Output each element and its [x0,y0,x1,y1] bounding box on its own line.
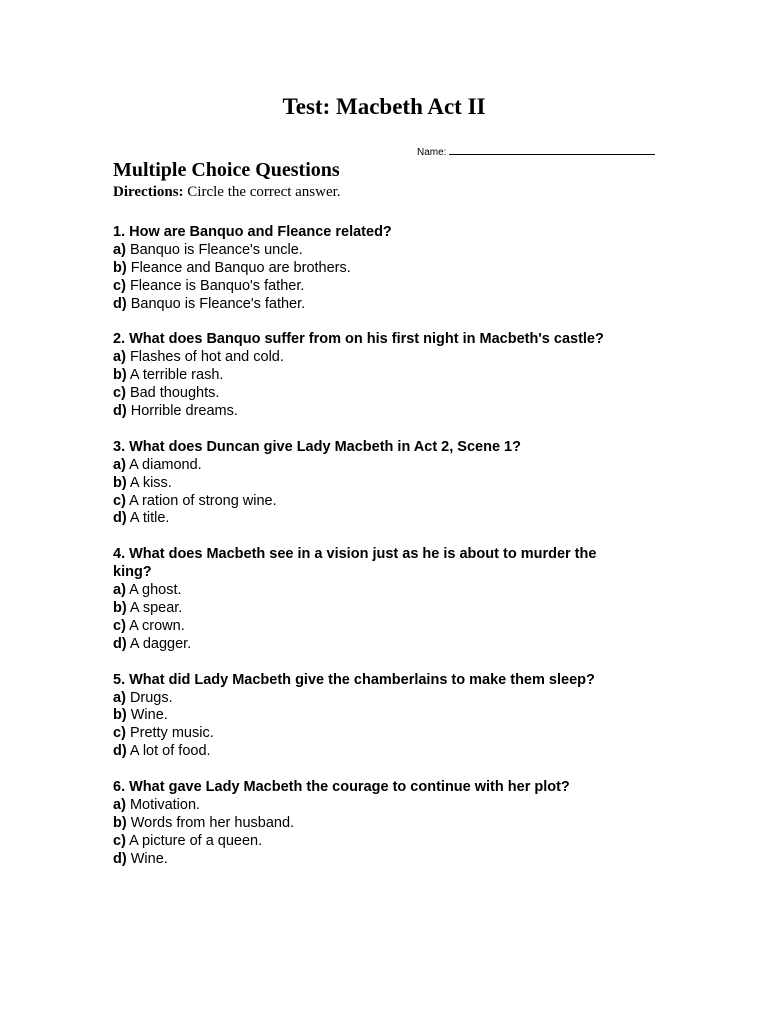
option-letter: d) [113,403,127,420]
option-letter: b) [113,599,127,616]
option-text: Wine. [130,850,168,867]
answer-option[interactable] [113,475,633,493]
option-letter: d) [113,635,127,652]
option-text: A kiss. [129,474,172,491]
option-letter: b) [113,814,127,831]
question-text: 1. How are Banquo and Fleance related? [113,224,392,240]
directions-label: Directions: [113,184,184,200]
answer-option[interactable] [113,815,633,833]
option-text: Bad thoughts. [129,385,220,402]
option-letter: b) [113,707,127,724]
question-3 [113,439,633,529]
option-text: Motivation. [129,796,201,813]
name-field [417,145,655,160]
option-text: A terrible rash. [129,367,224,384]
question-4 [113,546,633,653]
name-blank-line [449,145,655,155]
option-letter: d) [113,743,127,760]
answer-option[interactable] [113,797,633,815]
option-text: A dagger. [129,635,192,652]
option-letter: d) [113,295,127,312]
option-letter: c) [113,617,126,634]
question-5 [113,672,633,762]
answer-option[interactable] [113,690,633,708]
option-letter: a) [113,582,126,599]
answer-option[interactable] [113,582,633,600]
option-letter: d) [113,510,127,527]
answer-option[interactable] [113,707,633,725]
option-text: Banquo is Fleance's father. [130,295,306,312]
question-text: 5. What did Lady Macbeth give the chamberlains to make them sleep? [113,671,595,688]
option-text: Pretty music. [129,725,214,742]
answer-option[interactable] [113,743,633,761]
page-title: Test: Macbeth Act II [282,94,486,119]
answer-option[interactable] [113,367,633,385]
section-title: Multiple Choice Questions [113,159,340,181]
answer-option[interactable] [113,278,633,296]
option-letter: d) [113,850,127,867]
question-2 [113,331,633,421]
option-text: Wine. [130,707,168,724]
option-text: A spear. [129,599,183,616]
question-6 [113,779,633,869]
option-text: A diamond. [129,456,202,473]
option-letter: a) [113,349,126,366]
answer-option[interactable] [113,636,633,654]
option-text: A title. [129,510,170,527]
answer-option[interactable] [113,833,633,851]
question-text: 6. What gave Lady Macbeth the courage to continue with her plot? [113,779,570,796]
option-letter: c) [113,725,126,742]
option-text: A ghost. [129,582,182,599]
option-text: Banquo is Fleance's uncle. [129,241,303,258]
option-letter: b) [113,367,127,384]
option-text: Fleance is Banquo's father. [129,277,305,294]
answer-option[interactable] [113,725,633,743]
option-letter: a) [113,456,126,473]
option-text: Horrible dreams. [130,403,238,420]
option-letter: b) [113,474,127,491]
answer-option[interactable] [113,493,633,511]
option-text: A picture of a queen. [129,832,263,849]
answer-option[interactable] [113,510,633,528]
answer-option[interactable] [113,385,633,403]
option-letter: a) [113,796,126,813]
option-text: A lot of food. [129,743,211,760]
question-list [113,224,633,886]
option-text: A crown. [129,617,185,634]
option-text: Drugs. [129,689,173,706]
answer-option[interactable] [113,457,633,475]
question-text: 3. What does Duncan give Lady Macbeth in Act 2, Scene 1? [113,438,521,455]
option-letter: b) [113,259,127,276]
option-letter: a) [113,241,126,258]
option-letter: c) [113,277,126,294]
question-text: 4. What does Macbeth see in a vision just as he is about to murder the king? [113,546,597,581]
answer-option[interactable] [113,618,633,636]
answer-option[interactable] [113,600,633,618]
option-text: Flashes of hot and cold. [129,349,284,366]
name-label: Name: [417,147,447,158]
option-letter: c) [113,492,126,509]
option-letter: a) [113,689,126,706]
directions [113,183,341,201]
answer-option[interactable] [113,349,633,367]
answer-option[interactable] [113,296,633,314]
option-text: Fleance and Banquo are brothers. [130,259,351,276]
answer-option[interactable] [113,260,633,278]
question-1 [113,224,633,314]
answer-option[interactable] [113,242,633,260]
question-text: 2. What does Banquo suffer from on his first night in Macbeth's castle? [113,331,604,348]
answer-option[interactable] [113,403,633,421]
directions-text: Circle the correct answer. [187,184,341,200]
option-text: Words from her husband. [130,814,295,831]
answer-option[interactable] [113,851,633,869]
option-letter: c) [113,832,126,849]
option-text: A ration of strong wine. [129,492,277,509]
option-letter: c) [113,385,126,402]
